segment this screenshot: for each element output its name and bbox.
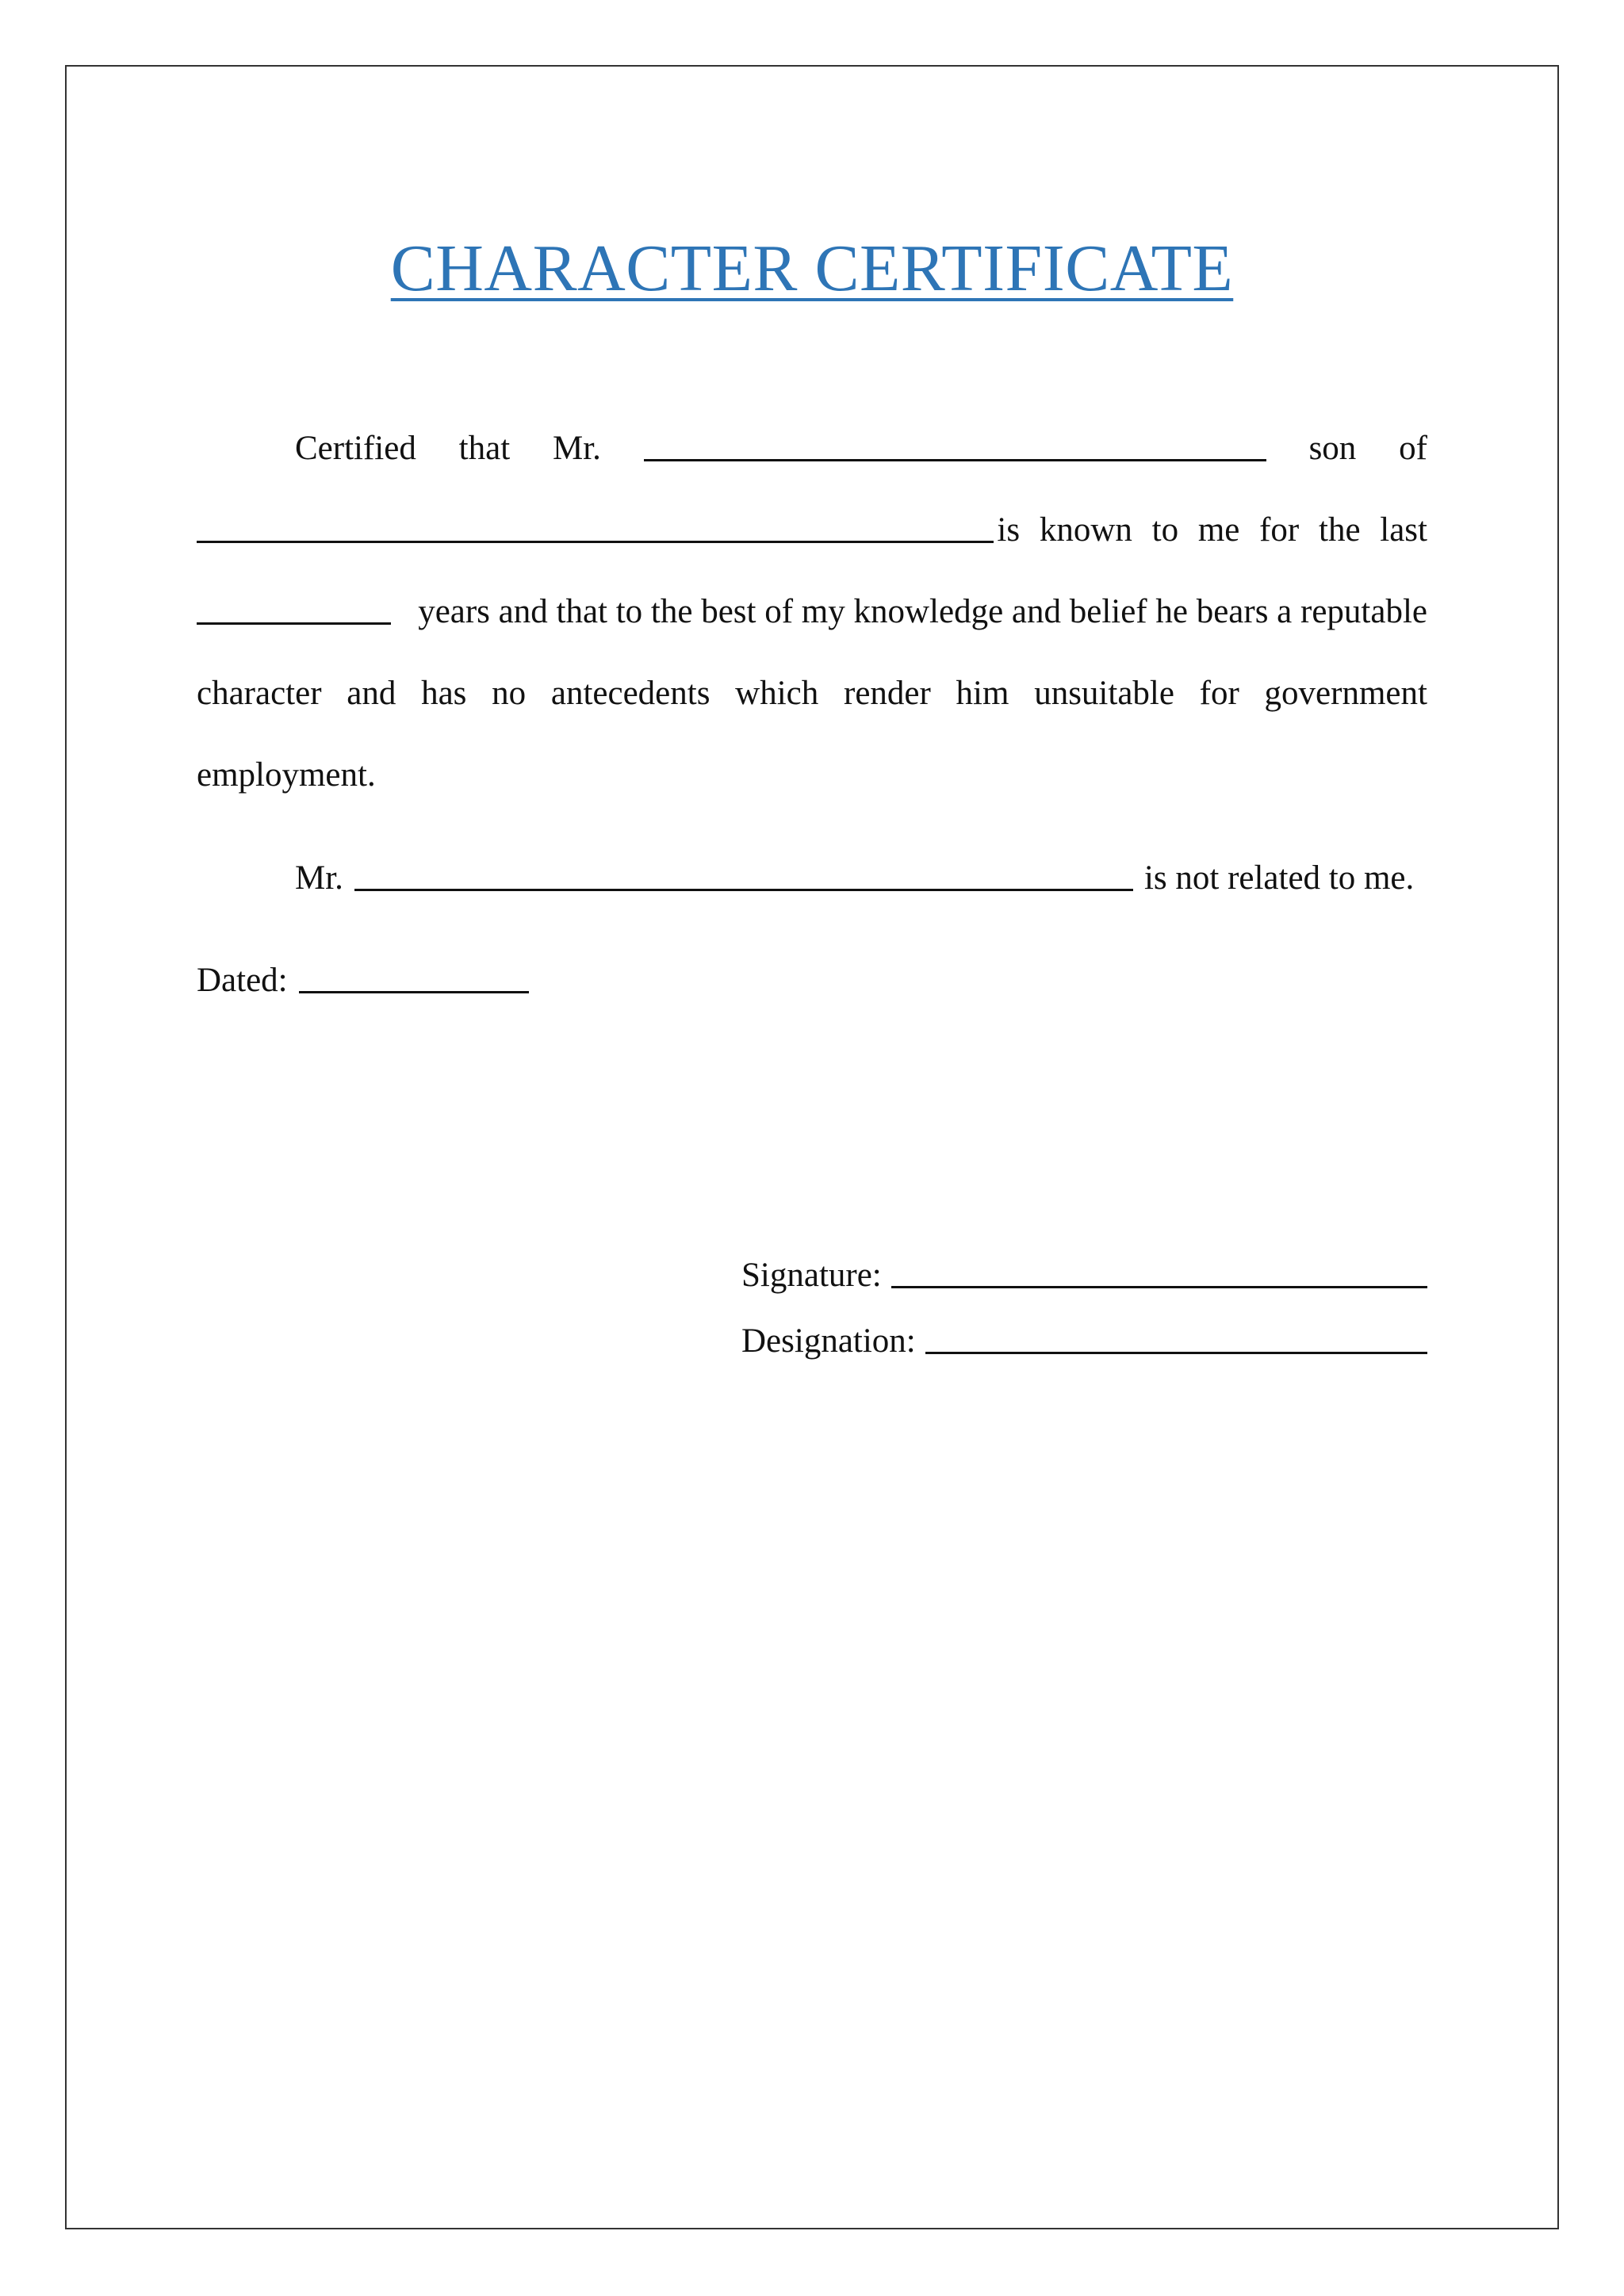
years-blank[interactable] xyxy=(197,622,391,625)
signature-label: Signature: xyxy=(741,1257,882,1294)
father-name-blank[interactable] xyxy=(197,541,994,543)
word: and xyxy=(347,675,396,712)
date-blank[interactable] xyxy=(299,991,529,993)
signature-blank[interactable] xyxy=(891,1286,1427,1288)
paragraph-2 xyxy=(295,850,1427,897)
word: government xyxy=(1264,675,1427,712)
word: son xyxy=(1308,430,1357,467)
word: of xyxy=(1399,430,1427,467)
word: character xyxy=(197,675,322,712)
designation-label: Designation: xyxy=(741,1322,916,1360)
name-blank[interactable] xyxy=(644,459,1266,461)
word: has xyxy=(421,675,467,712)
mr-label: Mr. xyxy=(295,859,343,897)
word: him xyxy=(956,675,1009,712)
paragraph-1-line-4 xyxy=(197,665,1427,713)
dated-row xyxy=(197,952,1427,1000)
line-text: employment. xyxy=(197,756,376,794)
line-text: years and that to the best of my knowledge and belief he bears a reputable xyxy=(418,593,1427,630)
word: that xyxy=(458,430,511,467)
dated-label: Dated: xyxy=(197,962,288,999)
paragraph-1-line-3 xyxy=(197,584,1427,631)
paragraph-1-line-1 xyxy=(295,420,1427,468)
word: Certified xyxy=(295,430,416,467)
word: unsuitable xyxy=(1034,675,1174,712)
word: for xyxy=(1199,675,1239,712)
word: no xyxy=(492,675,527,712)
line-text: is known to me for the last xyxy=(997,511,1427,549)
certificate-title: CHARACTER CERTIFICATE xyxy=(390,232,1234,305)
word: render xyxy=(844,675,931,712)
designation-row xyxy=(741,1313,1427,1360)
page-border xyxy=(65,65,1559,2229)
word: which xyxy=(735,675,819,712)
paragraph-1-line-5 xyxy=(197,747,1427,794)
word: Mr. xyxy=(552,430,601,467)
unrelated-name-blank[interactable] xyxy=(354,889,1133,891)
word: antecedents xyxy=(550,675,710,712)
not-related-text: is not related to me. xyxy=(1143,859,1415,897)
signature-row xyxy=(741,1247,1427,1295)
paragraph-1-line-2 xyxy=(197,502,1427,549)
designation-blank[interactable] xyxy=(925,1352,1427,1354)
